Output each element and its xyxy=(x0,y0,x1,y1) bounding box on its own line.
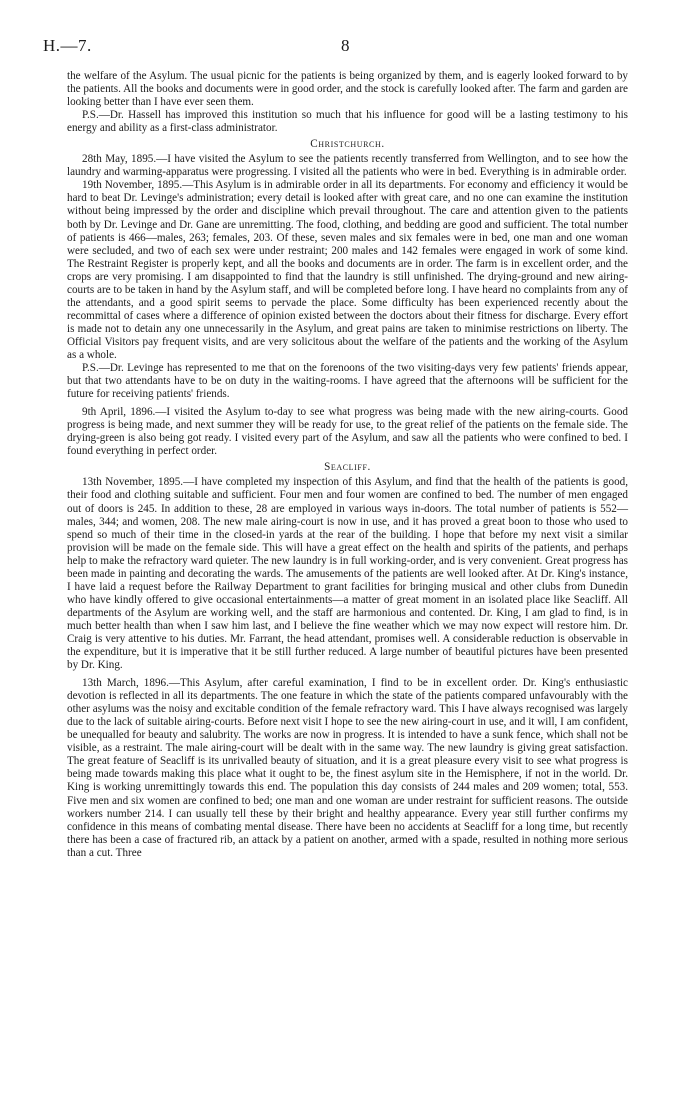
section-heading-seacliff: Seacliff. xyxy=(324,461,371,474)
paragraph-christchurch-2: 19th November, 1895.—This Asylum is in admirable order in all its departments. For economy and efficiency it would be hard to beat Dr. Levinge's administration; every detail is looked after with great care, and no one can examine the institution without being impressed by the order and discipline which prevail throughout. The care and attention given to the patients both by Dr. Levinge and Dr. Gane are unremitting. The food, clothing, and bedding are good and sufficient. The total number of patients is 466—males, 263; females, 203. Of these, seven males and six females were in bed, one man and one woman were secluded, and two of each sex were under restraint; 200 males and 142 females were engaged in work of some kind. The Restraint Register is properly kept, and all the books and documents are in order. The farm is in excellent order, and the crops are very promising. I am disappointed to find that the laundry is still unfinished. The drying-ground and new airing-courts are to be taken in hand by the Asylum staff, and will be completed before long. I have heard no complaints from any of the attendants, and a good spirit seems to pervade the place. Some difficulty has been experienced recently about the recommittal of cases where a difference of opinion existed between the doctors about their fitness for discharge. Every effort is made not to detain any one unnecessarily in the Asylum, and great pains are taken to minimise restrictions on liberty. The Official Visitors pay frequent visits, and are very solicitous about the welfare of the patients and the working of the Asylum as a whole. xyxy=(67,179,628,361)
section-heading-christchurch: Christchurch. xyxy=(310,138,385,151)
paragraph-continued: the welfare of the Asylum. The usual picnic for the patients is being organized by them, and is eagerly looked forward to by the patients. All the books and documents were in good order, and the stock is carefully looked after. The farm and garden are looking better than I have ever seen them. xyxy=(67,70,628,109)
paragraph-christchurch-postscript: P.S.—Dr. Levinge has represented to me that on the forenoons of the two visiting-days very few patients' friends appear, but that two attendants have to be on duty in the waiting-rooms. I have agreed that the afternoons will be sufficient for the future for receiving patients' friends. xyxy=(67,362,628,401)
paragraph-christchurch-1: 28th May, 1895.—I have visited the Asylum to see the patients recently transferred from Wellington, and to see how the laundry and warming-apparatus were progressing. I visited all the patients who were in bed. Everything is in admirable order. xyxy=(67,153,628,179)
document-body xyxy=(67,70,628,860)
paragraph-postscript: P.S.—Dr. Hassell has improved this institution so much that his influence for good will be a lasting testimony to his energy and ability as a first-class administrator. xyxy=(67,109,628,135)
paragraph-seacliff-1: 13th November, 1895.—I have completed my inspection of this Asylum, and find that the health of the patients is good, their food and clothing suitable and sufficient. Four men and four women are confined to bed. The number of men engaged out of doors is 245. In addition to these, 28 are employed in various ways in-doors. The total number of patients is 552—males, 344; and women, 208. The new male airing-court is now in use, and it has proved a great boon to those who used to spend so much of their time in the closed-in yards at the rear of the building. I hope that before my next visit a similar provision will be made on the female side. This will have a great effect on the health and spirits of the patients, and perhaps help to make the refractory ward quieter. The new laundry is in full working-order, and is very convenient. Great progress has been made in painting and decorating the wards. The amusements of the patients are well looked after. At Dr. King's instance, I have laid a request before the Railway Department to grant facilities for bringing musical and other clubs from Dunedin who have kindly offered to give occasional entertainments—a matter of great moment in an isolated place like Seacliff. All departments of the Asylum are working well, and the staff are harmonious and contented. Dr. King, I am glad to find, is in much better health than when I saw him last, and I believe the fine weather which we may now expect will restore him. Dr. Craig is very attentive to his duties. Mr. Farrant, the head attendant, promises well. A considerable reduction is observable in the expenditure, but it is imperative that it be still further reduced. A large number of beautiful pictures have been presented by Dr. King. xyxy=(67,476,628,672)
page-number: 8 xyxy=(341,36,350,55)
paragraph-seacliff-2: 13th March, 1896.—This Asylum, after careful examination, I find to be in excellent order. Dr. King's enthusiastic devotion is reflected in all its departments. The one feature in which the state of the patients compared unfavourably with the other asylums was the noisy and excitable condition of the female refractory ward. This I have always recognised was largely due to the lack of suitable airing-courts. Before next visit I hope to see the new airing-court in use, and it will, I am confident, be unequalled for beauty and salubrity. The works are now in progress. It is intended to have a sunk fence, which shall not be visible, as a restraint. The male airing-court will be dealt with in the same way. The new laundry is giving great satisfaction. The great feature of Seacliff is its unrivalled beauty of situation, and it is a great pleasure every visit to see what progress is being made towards making this place what it ought to be, the finest asylum site in the Hemisphere, if not in the world. Dr. King is working unremittingly towards this end. The population this day consists of 244 males and 209 women; total, 553. Five men and six women are confined to bed; one man and one woman are under restraint for sufficient reasons. The outside workers number 214. I can usually tell these by their bright and healthy appearance. Every year still further confirms my confidence in this means of combating mental disease. There have been no accidents at Seacliff for a long time, but recently there has been a case of fractured rib, an attack by a patient on another, armed with a spade, resulted in nothing more serious than a cut. Three xyxy=(67,677,628,859)
document-reference: H.—7. xyxy=(43,36,92,55)
paragraph-christchurch-3: 9th April, 1896.—I visited the Asylum to-day to see what progress was being made with the new airing-courts. Good progress is being made, and next summer they will be ready for use, to the great relief of the patients on the female side. The drying-green is also being got ready. I visited every part of the Asylum, and saw all the patients who were confined to bed. I found everything in perfect order. xyxy=(67,406,628,458)
